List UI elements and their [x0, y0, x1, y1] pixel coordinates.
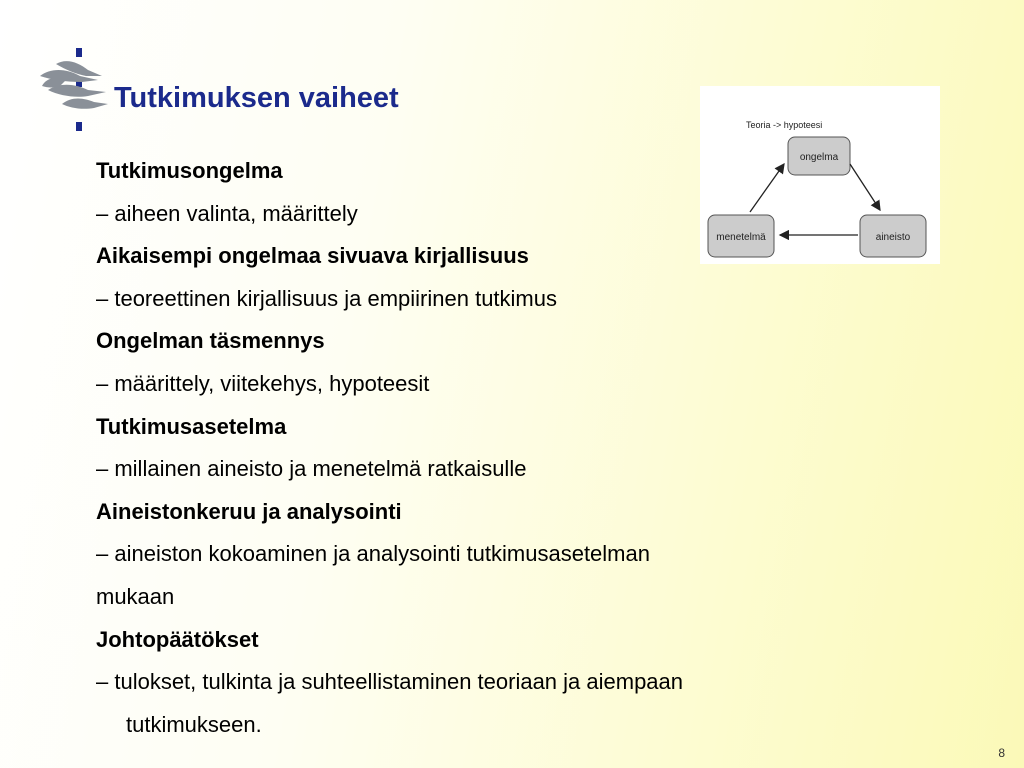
- content-line: tutkimukseen.: [126, 711, 262, 737]
- content-line: – millainen aineisto ja menetelmä ratkaisulle: [96, 456, 527, 482]
- content-line: – teoreettinen kirjallisuus ja empiirinen tutkimus: [96, 285, 557, 311]
- svg-text:ongelma: ongelma: [799, 152, 839, 163]
- content-line: Ongelman täsmennys: [96, 328, 325, 354]
- content-line: Aineistonkeruu ja analysointi: [96, 498, 402, 524]
- content-line: – aineiston kokoaminen ja analysointi tutkimusasetelman: [96, 541, 650, 567]
- content-line: Tutkimusongelma: [96, 158, 283, 183]
- content-line: Tutkimusasetelma: [96, 413, 287, 439]
- diagram-caption: Teoria -> hypoteesi: [746, 120, 823, 130]
- slide-body: [96, 150, 936, 746]
- content-line: Aikaisempi ongelmaa sivuava kirjallisuus: [96, 243, 529, 269]
- content-line: – tulokset, tulkinta ja suhteellistaminen teoriaan ja aiempaan: [96, 669, 684, 695]
- content-line: – aiheen valinta, määrittely: [96, 200, 358, 226]
- flame-logo-icon: [36, 46, 114, 134]
- content-line: – määrittely, viitekehys, hypoteesit: [96, 370, 430, 396]
- svg-text:menetelmä: menetelmä: [716, 232, 766, 243]
- content-line: mukaan: [96, 583, 175, 609]
- slide-title: Tutkimuksen vaiheet: [114, 82, 399, 114]
- page-number: 8: [998, 746, 1005, 760]
- svg-text:aineisto: aineisto: [875, 232, 911, 243]
- content-line: Johtopäätökset: [96, 626, 259, 652]
